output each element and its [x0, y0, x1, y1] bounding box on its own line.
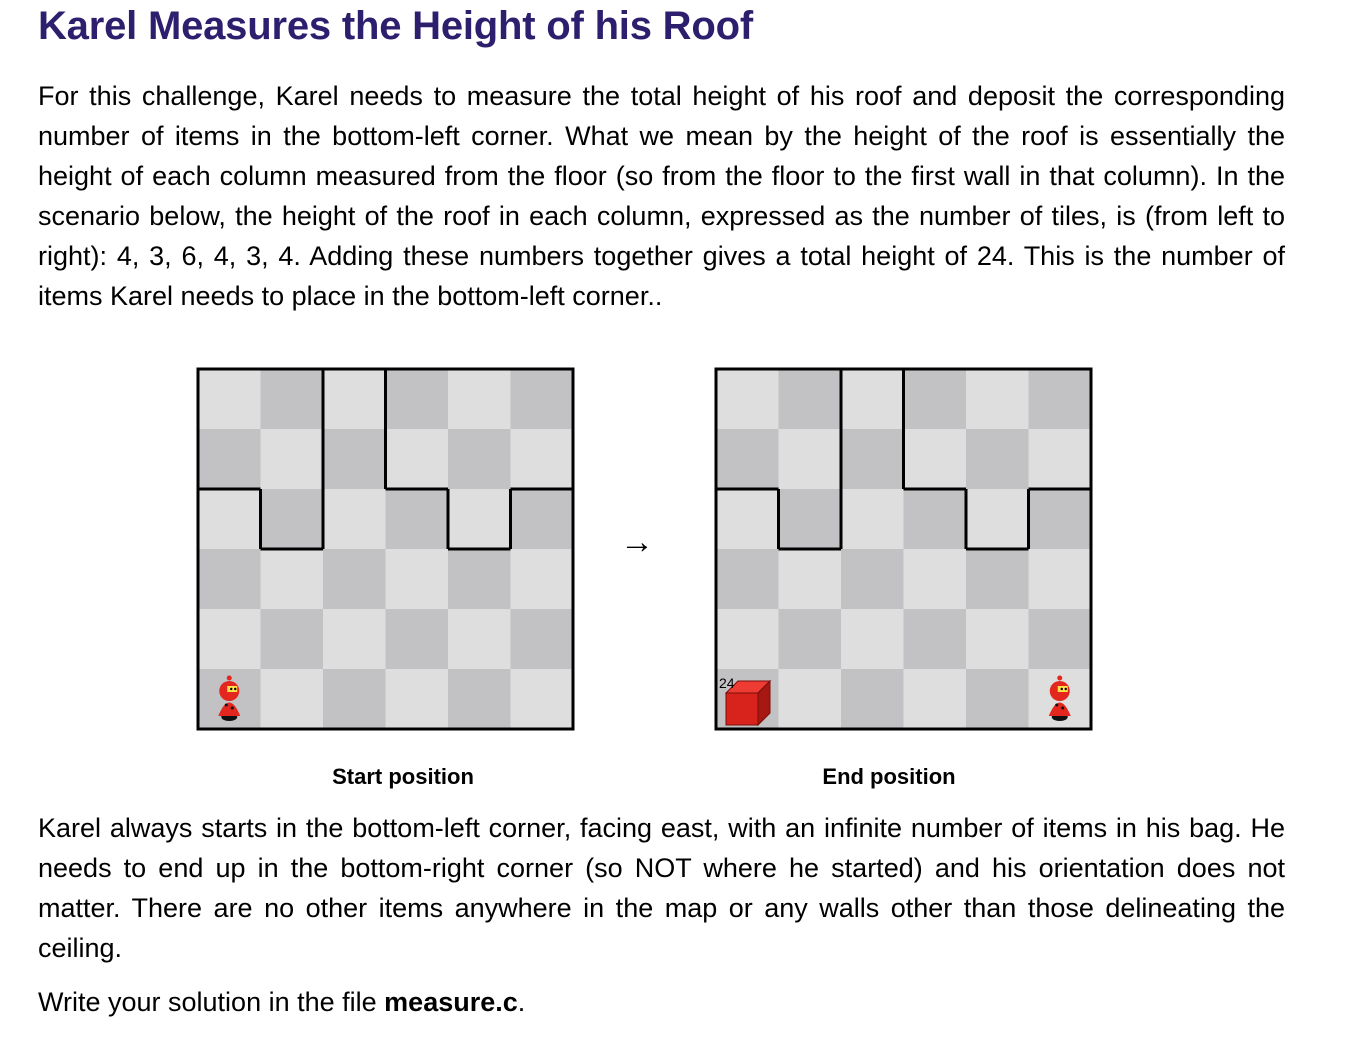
map-tile: [511, 369, 574, 430]
map-tile: [966, 429, 1029, 490]
map-tile: [779, 549, 842, 610]
map-tile: [1029, 489, 1092, 550]
map-tile: [511, 429, 574, 490]
map-tile: [511, 669, 574, 730]
map-tile: [198, 489, 261, 550]
map-tile: [779, 429, 842, 490]
map-tile: [448, 669, 511, 730]
map-tile: [448, 369, 511, 430]
map-tile: [716, 489, 779, 550]
map-tile: [448, 609, 511, 670]
map-tile: [198, 549, 261, 610]
map-tile: [386, 549, 449, 610]
map-tile: [904, 429, 967, 490]
map-tile: [841, 669, 904, 730]
map-tile: [1029, 369, 1092, 430]
map-tile: [323, 489, 386, 550]
map-tile: [323, 429, 386, 490]
map-tile: [779, 669, 842, 730]
end-position-map: [713, 366, 1097, 739]
page-title: Karel Measures the Height of his Roof: [38, 4, 753, 48]
map-tile: [966, 549, 1029, 610]
map-tile: [261, 369, 324, 430]
map-tile: [448, 429, 511, 490]
start-position-caption: Start position: [332, 764, 474, 789]
map-tile: [779, 609, 842, 670]
map-tile: [841, 369, 904, 430]
instruction-paragraph: [38, 982, 1285, 1022]
map-tile: [386, 609, 449, 670]
map-tile: [386, 369, 449, 430]
map-tile: [386, 669, 449, 730]
map-tile: [966, 669, 1029, 730]
map-tile: [904, 549, 967, 610]
instruction-suffix: .: [517, 987, 526, 1017]
start-position-map: [195, 366, 579, 739]
map-tile: [716, 429, 779, 490]
map-tile: [1029, 549, 1092, 610]
map-tile: [386, 429, 449, 490]
map-tile: [448, 489, 511, 550]
map-tile: [261, 429, 324, 490]
map-tile: [323, 369, 386, 430]
map-tile: [448, 549, 511, 610]
intro-paragraph: For this challenge, Karel needs to measure the total height of his roof and deposit the corresponding number of items in the bottom-left corner. What we mean by the height of the roof is essentially the height of each column measured from the floor (so from the floor to the first wall in that column). In the scenario below, the height of the roof in each column, expressed as the number of tiles, is (from left to right): 4, 3, 6, 4, 3, 4. Adding these numbers together gives a total height of 24. This is the number of items Karel needs to place in the bottom-left corner..: [38, 81, 1285, 311]
map-tile: [966, 489, 1029, 550]
map-tile: [386, 489, 449, 550]
map-tile: [966, 609, 1029, 670]
map-tile: [779, 489, 842, 550]
rules-paragraph: Karel always starts in the bottom-left corner, facing east, with an infinite number of items in his bag. He needs to end up in the bottom-right corner (so NOT where he started) and his orientation does not matter. There are no other items anywhere in the map or any walls other than those delineating the ceiling.: [38, 813, 1285, 963]
instruction-text: Write your solution in the file: [38, 987, 385, 1017]
map-tile: [1029, 429, 1092, 490]
end-map-grid: [713, 366, 1097, 734]
solution-filename: measure.c: [384, 987, 518, 1017]
map-tile: [716, 609, 779, 670]
map-tile: [198, 609, 261, 670]
end-position-caption: End position: [822, 764, 956, 789]
map-tile: [904, 489, 967, 550]
map-tile: [841, 549, 904, 610]
map-tile: [841, 429, 904, 490]
start-map-grid: [195, 366, 579, 734]
map-tile: [716, 549, 779, 610]
map-tile: [511, 609, 574, 670]
map-tile: [323, 669, 386, 730]
map-tile: [966, 369, 1029, 430]
map-tile: [323, 609, 386, 670]
map-tile: [323, 549, 386, 610]
item-count-label: 24: [719, 675, 735, 691]
map-tile: [261, 669, 324, 730]
map-tile: [904, 669, 967, 730]
map-tile: [198, 429, 261, 490]
map-tile: [904, 369, 967, 430]
map-tile: [779, 369, 842, 430]
map-tile: [511, 549, 574, 610]
map-tile: [1029, 609, 1092, 670]
map-tile: [716, 369, 779, 430]
map-tile: [841, 489, 904, 550]
map-tile: [261, 489, 324, 550]
map-tile: [261, 609, 324, 670]
map-tile: [198, 369, 261, 430]
map-tile: [511, 489, 574, 550]
map-tile: [261, 549, 324, 610]
map-tile: [904, 609, 967, 670]
map-tile: [841, 609, 904, 670]
transition-arrow: →: [620, 523, 654, 561]
